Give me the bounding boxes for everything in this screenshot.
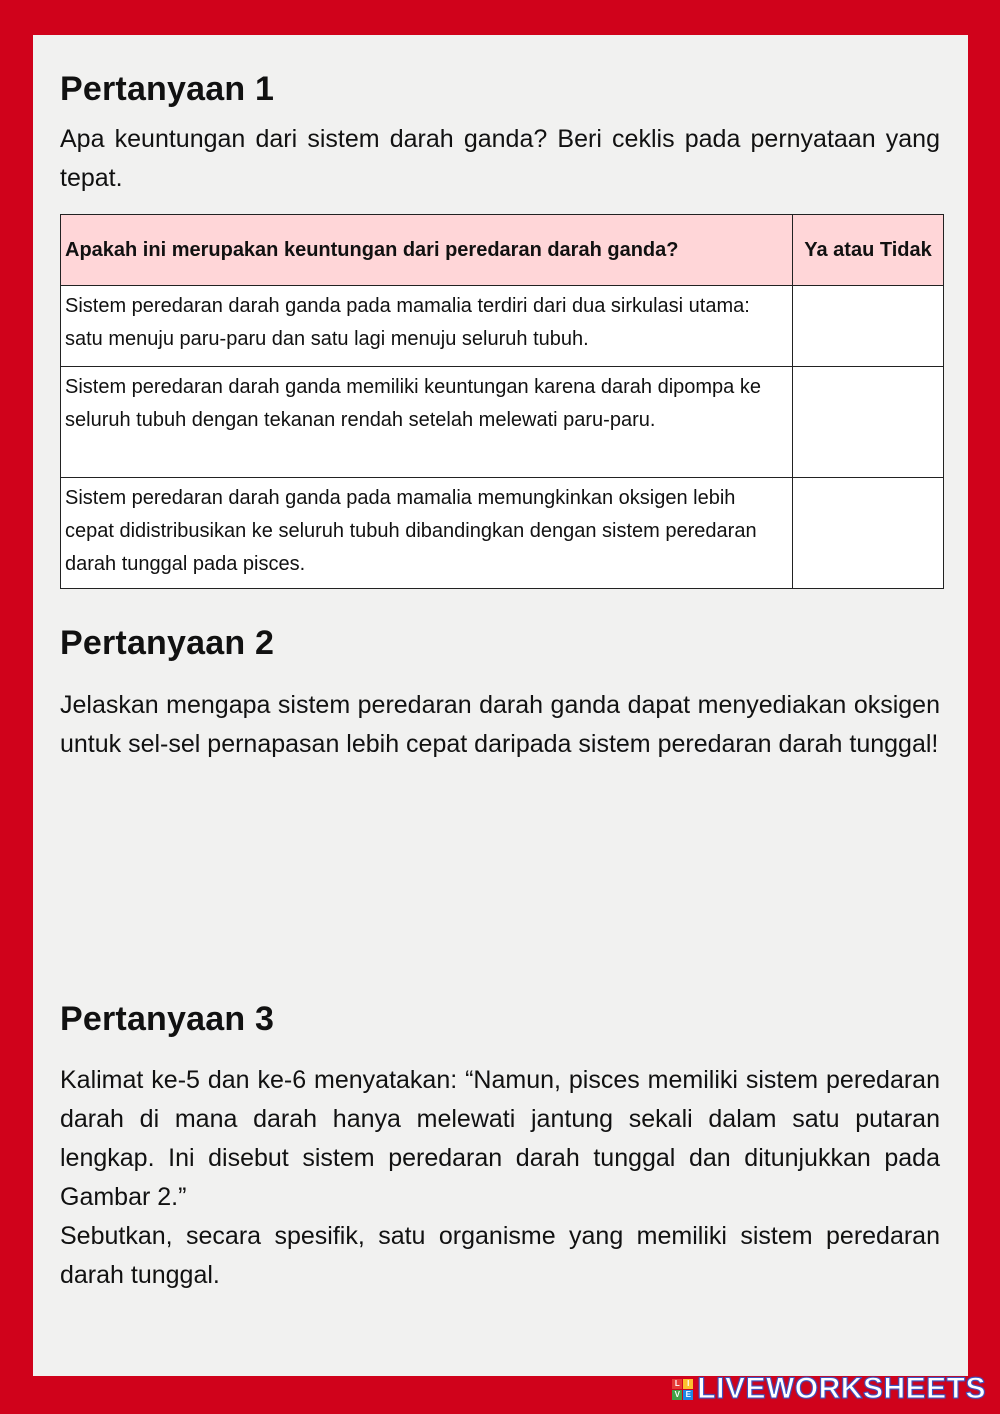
statement-cell: Sistem peredaran darah ganda pada mamalia terdiri dari dua sirkulasi utama: satu menuju paru-paru dan satu lagi menuju seluruh tubuh. <box>61 286 793 367</box>
question-3-answer-area[interactable] <box>60 1300 940 1360</box>
table-row <box>61 478 944 589</box>
logo-icon: L I V E <box>672 1379 693 1400</box>
question-2-title: Pertanyaan 2 <box>60 624 275 662</box>
answer-column-header: Ya atau Tidak <box>793 215 944 286</box>
answer-cell[interactable] <box>793 367 944 478</box>
statement-cell: Sistem peredaran darah ganda pada mamalia memungkinkan oksigen lebih cepat didistribusikan ke seluruh tubuh dibandingkan dengan sistem peredaran darah tunggal pada pisces. <box>61 478 793 589</box>
table-row <box>61 286 944 367</box>
question-1-title: Pertanyaan 1 <box>60 70 275 108</box>
worksheet-page <box>33 35 968 1376</box>
statement-cell: Sistem peredaran darah ganda memiliki keuntungan karena darah dipompa ke seluruh tubuh dengan tekanan rendah setelah melewati paru-paru. <box>61 367 793 478</box>
question-3-prompt-task: Sebutkan, secara spesifik, satu organisme yang memiliki sistem peredaran darah tunggal. <box>60 1222 940 1289</box>
question-1-table <box>60 214 944 589</box>
question-1-prompt: Apa keuntungan dari sistem darah ganda? Beri ceklis pada pernyataan yang tepat. <box>60 125 940 192</box>
table-row <box>61 367 944 478</box>
statement-column-header: Apakah ini merupakan keuntungan dari peredaran darah ganda? <box>61 215 793 286</box>
question-2-answer-area[interactable] <box>60 810 940 975</box>
answer-cell[interactable] <box>793 478 944 589</box>
table-header-row <box>61 215 944 286</box>
question-3-prompt-quote: Kalimat ke-5 dan ke-6 menyatakan: “Namun, pisces memiliki sistem peredaran darah di mana darah hanya melewati jantung sekali dalam satu putaran lengkap. Ini disebut sistem peredaran darah tunggal dan ditunjukkan pada Gambar 2.” <box>60 1066 940 1211</box>
logo-text: LIVEWORKSHEETS <box>697 1372 986 1405</box>
liveworksheets-logo <box>672 1372 986 1406</box>
question-2-prompt: Jelaskan mengapa sistem peredaran darah ganda dapat menyediakan oksigen untuk sel-sel pernapasan lebih cepat daripada sistem peredaran darah tunggal! <box>60 691 940 758</box>
question-3-title: Pertanyaan 3 <box>60 1000 275 1038</box>
answer-cell[interactable] <box>793 286 944 367</box>
